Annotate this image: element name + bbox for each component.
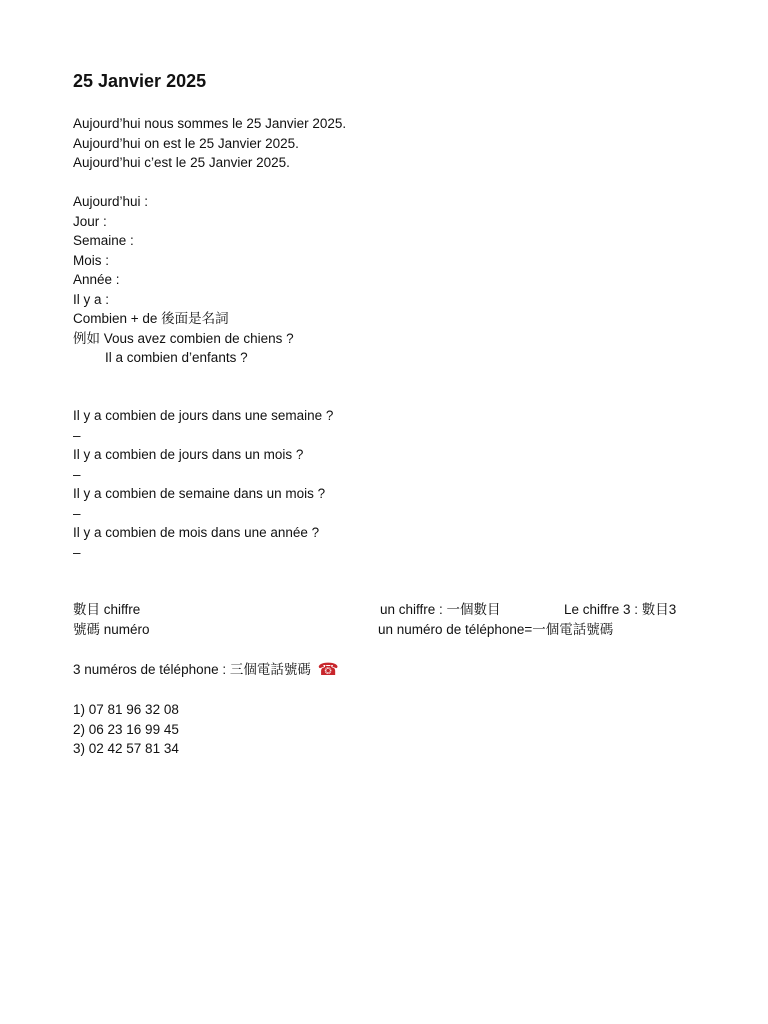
vocab-line: Jour :	[73, 213, 107, 229]
answer-dash: –	[73, 505, 81, 521]
vocab-line: Semaine :	[73, 233, 134, 248]
vocab-line: Année :	[73, 272, 120, 287]
question-line: Il y a combien de semaine dans un mois ?	[73, 486, 326, 501]
intro-line: Aujourd’hui nous sommes le 25 Janvier 2025.	[73, 116, 347, 131]
telephone-icon: ☎	[317, 660, 339, 679]
term-le-chiffre-3: Le chiffre 3 : 數目3	[564, 602, 677, 617]
page-title: 25 Janvier 2025	[73, 71, 207, 91]
phone-heading	[73, 660, 339, 680]
intro-line: Aujourd’hui c’est le 25 Janvier 2025.	[73, 155, 290, 170]
question-line: Il y a combien de jours dans une semaine ?	[73, 408, 334, 423]
vocab-line: Combien + de 後面是名詞	[73, 311, 229, 326]
answer-dash: –	[73, 466, 81, 482]
vocab-line: Il a combien d’enfants ?	[105, 350, 248, 365]
phone-list	[73, 700, 179, 759]
question-line: Il y a combien de jours dans un mois ?	[73, 447, 304, 462]
answer-dash: –	[73, 427, 81, 443]
term-chiffre: 數目 chiffre	[73, 602, 141, 617]
vocab-line: Aujourd’hui :	[73, 194, 149, 209]
question-list	[73, 406, 333, 562]
vocab-line: 例如 Vous avez combien de chiens ?	[73, 330, 294, 346]
answer-dash: –	[73, 544, 81, 560]
term-numero: 號碼 numéro	[73, 622, 150, 637]
vocab-line: Mois :	[73, 252, 110, 268]
term-un-chiffre: un chiffre : 一個數目	[380, 602, 501, 617]
question-line: Il y a combien de mois dans une année ?	[73, 525, 320, 540]
term-numero-telephone: un numéro de téléphone=一個電話號碼	[378, 622, 614, 637]
phone-number: 3) 02 42 57 81 34	[73, 741, 179, 756]
phone-heading-text: 3 numéros de téléphone : 三個電話號碼	[73, 662, 311, 677]
vocab-list	[73, 192, 294, 368]
phone-number: 2) 06 23 16 99 45	[73, 721, 179, 737]
intro-sentences	[73, 114, 346, 173]
phone-number: 1) 07 81 96 32 08	[73, 702, 179, 717]
intro-line: Aujourd’hui on est le 25 Janvier 2025.	[73, 135, 299, 151]
vocab-line: Il y a :	[73, 291, 110, 307]
